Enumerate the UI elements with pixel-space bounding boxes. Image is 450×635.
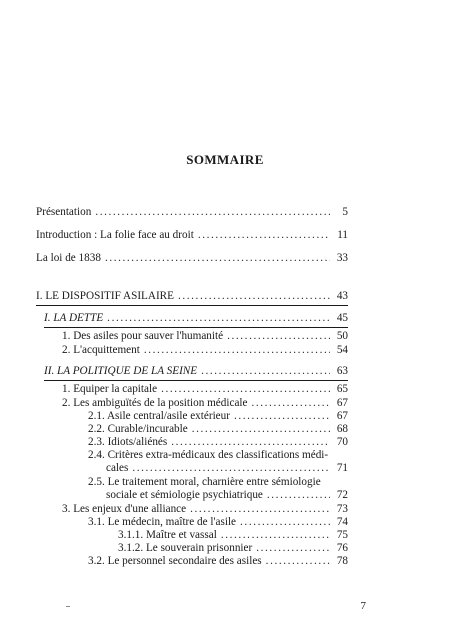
dot-leader	[234, 410, 330, 423]
toc-entry-label: I. LA DETTE	[44, 312, 104, 324]
toc-entry-page: 67	[336, 397, 348, 409]
dot-leader	[266, 555, 330, 568]
toc-entry-sauver-humanite	[62, 330, 348, 343]
toc-entry-la-dette	[44, 312, 348, 325]
dot-leader	[161, 383, 330, 396]
toc-entry-medecin-maitre	[88, 516, 348, 529]
toc-entry-label: 2. Les ambiguïtés de la position médicale	[62, 397, 248, 409]
toc-entry-souverain	[118, 542, 348, 555]
dot-leader	[267, 489, 330, 502]
toc-entry-label: 3.1.2. Le souverain prisonnier	[118, 542, 253, 554]
dot-leader	[171, 436, 330, 449]
toc-entry-introduction	[36, 229, 348, 242]
toc-entry-page: 75	[336, 529, 348, 541]
toc-entry-politique-seine	[44, 365, 348, 378]
toc-entry-label: sociale et sémiologie psychiatrique	[106, 489, 263, 501]
toc-entry-asile-central	[88, 410, 348, 423]
toc-entry-label: 2. L'acquittement	[62, 344, 140, 356]
dot-leader	[95, 206, 330, 219]
toc-entry-page: 43	[336, 290, 348, 302]
dot-leader	[132, 462, 330, 475]
toc-entry-personnel	[88, 555, 348, 568]
toc-entry-page: 45	[336, 312, 348, 324]
toc-entry-ambiguites	[62, 397, 348, 410]
toc-entry-page: 67	[336, 410, 348, 422]
toc-entry-traitement-line1: 2.5. Le traitement moral, charnière entre sémiologie	[88, 476, 321, 488]
page-number: 7	[360, 600, 366, 612]
toc-entry-page: 76	[336, 542, 348, 554]
dot-leader	[107, 312, 330, 325]
toc-entry-page: 74	[336, 516, 348, 528]
toc-entry-label: 2.2. Curable/incurable	[88, 423, 188, 435]
toc-entry-page: 54	[336, 344, 348, 356]
dot-leader	[251, 397, 330, 410]
dot-leader	[144, 344, 330, 357]
dot-leader	[221, 529, 330, 542]
toc-entry-label: 3.2. Le personnel secondaire des asiles	[88, 555, 262, 567]
toc-entry-page: 65	[336, 383, 348, 395]
section-rule	[44, 380, 348, 381]
dot-leader	[178, 290, 330, 303]
dot-leader	[192, 423, 330, 436]
toc-entry-label: 1. Equiper la capitale	[62, 383, 158, 395]
dot-leader	[240, 516, 330, 529]
dot-leader	[198, 229, 330, 242]
toc-entry-label: 3. Les enjeux d'une alliance	[62, 503, 187, 515]
toc-entry-traitement	[106, 489, 348, 502]
toc-entry-page: 71	[336, 462, 348, 474]
section-rule	[36, 305, 348, 306]
toc-entry-label: 2.3. Idiots/aliénés	[88, 436, 168, 448]
toc-entry-part-one	[36, 290, 348, 303]
toc-entry-page: 73	[336, 503, 348, 515]
toc-entry-label: Présentation	[36, 206, 92, 218]
toc-entry-page: 70	[336, 436, 348, 448]
toc-entry-loi-1838	[36, 252, 348, 265]
dot-leader	[256, 542, 330, 555]
toc-entry-page: 63	[336, 365, 348, 377]
toc-entry-criteres-line1: 2.4. Critères extra-médicaux des classifications médi-	[88, 449, 329, 461]
toc-entry-label: cales	[106, 462, 129, 474]
toc-entry-page: 78	[336, 555, 348, 567]
page-title: SOMMAIRE	[186, 152, 264, 167]
toc-entry-label: 1. Des asiles pour sauver l'humanité	[62, 330, 224, 342]
toc-entry-idiots	[88, 436, 348, 449]
toc-entry-label: 3.1. Le médecin, maître de l'asile	[88, 516, 237, 528]
toc-entry-enjeux-alliance	[62, 503, 348, 516]
toc-entry-presentation	[36, 206, 348, 219]
toc-entry-label: 3.1.1. Maître et vassal	[118, 529, 217, 541]
toc-entry-page: 33	[336, 252, 348, 264]
dot-leader	[227, 330, 330, 343]
toc-entry-label: Introduction : La folie face au droit	[36, 229, 194, 241]
toc-entry-label: La loi de 1838	[36, 252, 101, 264]
section-rule	[44, 327, 348, 328]
toc-entry-label: II. LA POLITIQUE DE LA SEINE	[44, 365, 198, 377]
toc-entry-curable	[88, 423, 348, 436]
print-mark	[66, 606, 70, 607]
toc-entry-label: 2.1. Asile central/asile extérieur	[88, 410, 230, 422]
toc-entry-maitre-vassal	[118, 529, 348, 542]
toc-entry-criteres	[106, 462, 348, 475]
dot-leader	[201, 365, 330, 378]
dot-leader	[190, 503, 330, 516]
toc-entry-acquittement	[62, 344, 348, 357]
toc-entry-page: 68	[336, 423, 348, 435]
toc-entry-page: 11	[337, 229, 348, 241]
toc-entry-page: 72	[336, 489, 348, 501]
toc-entry-label: I. LE DISPOSITIF ASILAIRE	[36, 290, 174, 302]
dot-leader	[105, 252, 330, 265]
toc-entry-page: 5	[342, 206, 348, 218]
toc-entry-page: 50	[336, 330, 348, 342]
toc-entry-equiper-capitale	[62, 383, 348, 396]
